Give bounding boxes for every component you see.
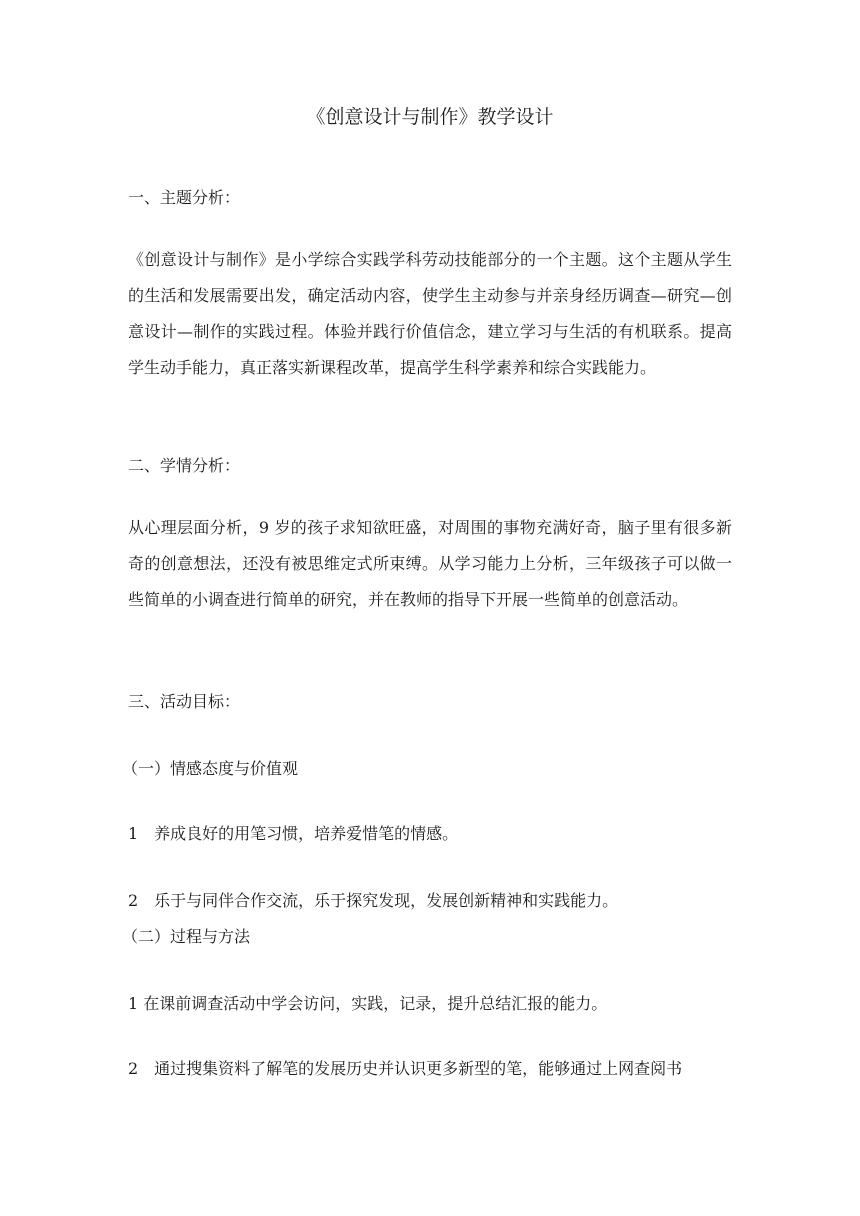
section-heading-topic-analysis: 一、主题分析： xyxy=(128,188,241,207)
student-analysis-paragraph: 从心理层面分析，9 岁的孩子求知欲旺盛，对周围的事物充满好奇，脑子里有很多新奇的创意想法，还没有被思维定式所束缚。从学习能力上分析，三年级孩子可以做一些简单的小调查进行简单的研究，并在教师的指导下开展一些简单的创意活动。 xyxy=(128,518,732,609)
goal-item: 2 乐于与同伴合作交流，乐于探究发现，发展创新精神和实践能力。 xyxy=(128,891,619,910)
subheading-process-methods: （二）过程与方法 xyxy=(122,927,251,946)
topic-analysis-paragraph: 《创意设计与制作》是小学综合实践学科劳动技能部分的一个主题。这个主题从学生的生活和发展需要出发，确定活动内容，使学生主动参与并亲身经历调查—研究—创意设计—制作的实践过程。体验并践行价值信念，建立学习与生活的有机联系。提高学生动手能力，真正落实新课程改革，提高学生科学素养和综合实践能力。 xyxy=(128,250,732,377)
document-title: 《创意设计与制作》教学设计 xyxy=(306,106,554,128)
goal-item: 2 通过搜集资料了解笔的发展历史并认识更多新型的笔，能够通过上网查阅书 xyxy=(128,1059,683,1078)
subheading-emotion-values: （一）情感态度与价值观 xyxy=(122,759,299,778)
section-heading-student-analysis: 二、学情分析： xyxy=(128,456,241,475)
section-heading-activity-goals: 三、活动目标： xyxy=(128,692,241,711)
goal-item: 1 在课前调查活动中学会访问，实践，记录，提升总结汇报的能力。 xyxy=(128,994,608,1013)
goal-item: 1 养成良好的用笔习惯，培养爱惜笔的情感。 xyxy=(128,824,459,843)
